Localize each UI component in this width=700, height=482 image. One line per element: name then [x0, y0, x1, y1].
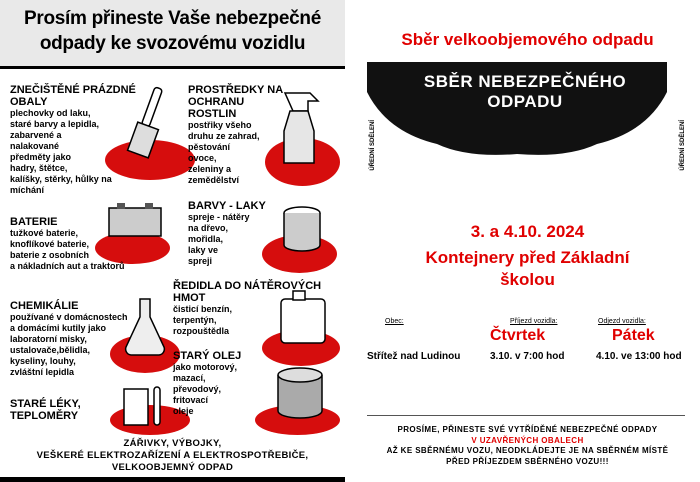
category-line: fritovací [173, 395, 209, 405]
notice-divider [367, 415, 685, 416]
category-medicines [10, 398, 110, 422]
poster-title-line1: Prosím přineste Vaše nebezpečné [24, 8, 321, 29]
category-line: oleje [173, 406, 194, 416]
category-heading: BARVY - LAKY [188, 200, 266, 212]
side-label-right: ÚŘEDNÍ SDĚLENÍ [680, 120, 686, 171]
date-line: 3. a 4.10. 2024 [470, 222, 585, 241]
category-line: tužkové baterie, [10, 228, 79, 238]
place-line2: školou [500, 270, 555, 289]
category-line: na dřevo, [188, 223, 229, 233]
category-heading: BATERIE [10, 216, 58, 228]
category-line: baterie z osobních [10, 250, 90, 260]
category-line: rozpouštědla [173, 326, 230, 336]
departure-time: 4.10. ve 13:00 hod [596, 351, 682, 362]
category-line: používané v domácnostech [10, 312, 128, 322]
obec-name: Střítež nad Ludinou [367, 351, 461, 362]
category-line: zeleniny a [188, 164, 232, 174]
category-line: zabarvené a [10, 130, 62, 140]
poster-title [0, 0, 345, 66]
category-line: staré barvy a lepidla, [10, 119, 100, 129]
paint-can-icon [280, 205, 325, 255]
category-line: knoflíkové baterie, [10, 239, 90, 249]
poster-title-line2: odpady ke svozovému vozidlu [39, 33, 306, 54]
side-label-left: ÚŘEDNÍ SDĚLENÍ [370, 120, 376, 171]
footer-line1: PROSÍME, PŘINESTE SVÉ VYTŘÍDĚNÉ NEBEZPEČNÉ ODPADY [397, 425, 658, 434]
category-line: postřiky všeho [188, 120, 252, 130]
category-line: druhu ze zahrad, [188, 131, 260, 141]
bottom-line: ZÁŘIVKY, VÝBOJKY, [123, 438, 222, 449]
footer-line4: PŘED PŘÍJEZDEM SBĚRNÉHO VOZU!!! [446, 456, 609, 466]
poster-bottom-list [0, 438, 345, 474]
col-arrival: Příjezd vozidla: [510, 318, 558, 325]
category-heading: ZNEČIŠTĚNÉ PRÁZDNÉ OBALY [10, 84, 136, 108]
category-line: mořidla, [188, 234, 224, 244]
notice-title: Sběr velkoobjemového odpadu [401, 30, 654, 49]
bottom-line: VELKOOBJEMNÝ ODPAD [111, 462, 234, 473]
oil-drum-icon [270, 365, 330, 420]
medicine-thermometer-icon [120, 383, 180, 428]
category-line: laky ve [188, 245, 219, 255]
category-line: spreji [188, 256, 213, 266]
category-line: zvláštní lepidla [10, 367, 75, 377]
banner-heading [400, 72, 650, 112]
category-heading: CHEMIKÁLIE [10, 300, 79, 312]
banner-line1: SBĚR NEBEZPEČNÉHO [423, 72, 627, 91]
departure-day: Pátek [612, 327, 655, 344]
place-heading [355, 247, 700, 291]
category-line: kyseliny, louhy, [10, 356, 76, 366]
category-line: ustalovače,bělidla, [10, 345, 91, 355]
category-line: míchání [10, 185, 45, 195]
category-thinners [173, 280, 338, 337]
banner-line2: ODPADU [487, 92, 563, 111]
category-heading: STARÉ LÉKY, TEPLOMĚRY [10, 398, 81, 422]
category-line: laboratorní misky, [10, 334, 87, 344]
category-line: ovoce, [188, 153, 217, 163]
category-line: pěstování [188, 142, 231, 152]
category-line: předměty jako [10, 152, 72, 162]
category-line: nalakované [10, 141, 60, 151]
category-line: jako motorový, [173, 362, 238, 372]
category-line: hadry, štětce, [10, 163, 68, 173]
category-line: terpentýn, [173, 315, 217, 325]
category-line: a domácími kutily jako [10, 323, 107, 333]
category-line: spreje - nátěry [188, 212, 250, 222]
arrival-time: 3.10. v 7:00 hod [490, 351, 565, 362]
category-heading: STARÝ OLEJ [173, 350, 242, 362]
footer-line3: AŽ KE SBĚRNÉMU VOZU, NEODKLÁDEJTE JE NA SBĚRNÉM MÍSTĚ [386, 446, 669, 455]
category-heading: PROSTŘEDKY NA OCHRANU ROSTLIN [188, 84, 283, 120]
category-plant-protection [188, 84, 288, 186]
category-oil [173, 350, 268, 417]
footer-line2: V UZAVŘENÝCH OBALECH [471, 435, 584, 445]
place-line1: Kontejnery před Základní [425, 248, 630, 267]
category-heading: ŘEDIDLA DO NÁTĚROVÝCH HMOT [173, 280, 322, 304]
arrival-day: Čtvrtek [490, 327, 546, 344]
category-line: mazací, [173, 373, 206, 383]
col-obec: Obec: [385, 318, 404, 325]
category-line: a nákladních aut a traktorů [10, 261, 125, 271]
category-line: zemědělství [188, 175, 240, 185]
bottom-line: VEŠKERÉ ELEKTROZAŘÍZENÍ A ELEKTROSPOTŘEBIČE, [36, 450, 309, 461]
category-paints [188, 200, 283, 267]
col-departure: Odjezd vozidla: [598, 318, 646, 325]
category-chemicals [10, 300, 160, 378]
poster-bottom-bar [0, 477, 345, 482]
category-line: kalíšky, stěrky, hůlky na [10, 174, 112, 184]
category-line: čisticí benzín, [173, 304, 233, 314]
category-line: převodový, [173, 384, 222, 394]
category-packaging [10, 84, 150, 196]
category-batteries [10, 216, 180, 272]
title-divider [0, 66, 345, 69]
notice-footer [355, 425, 700, 467]
category-line: plechovky od laku, [10, 108, 91, 118]
